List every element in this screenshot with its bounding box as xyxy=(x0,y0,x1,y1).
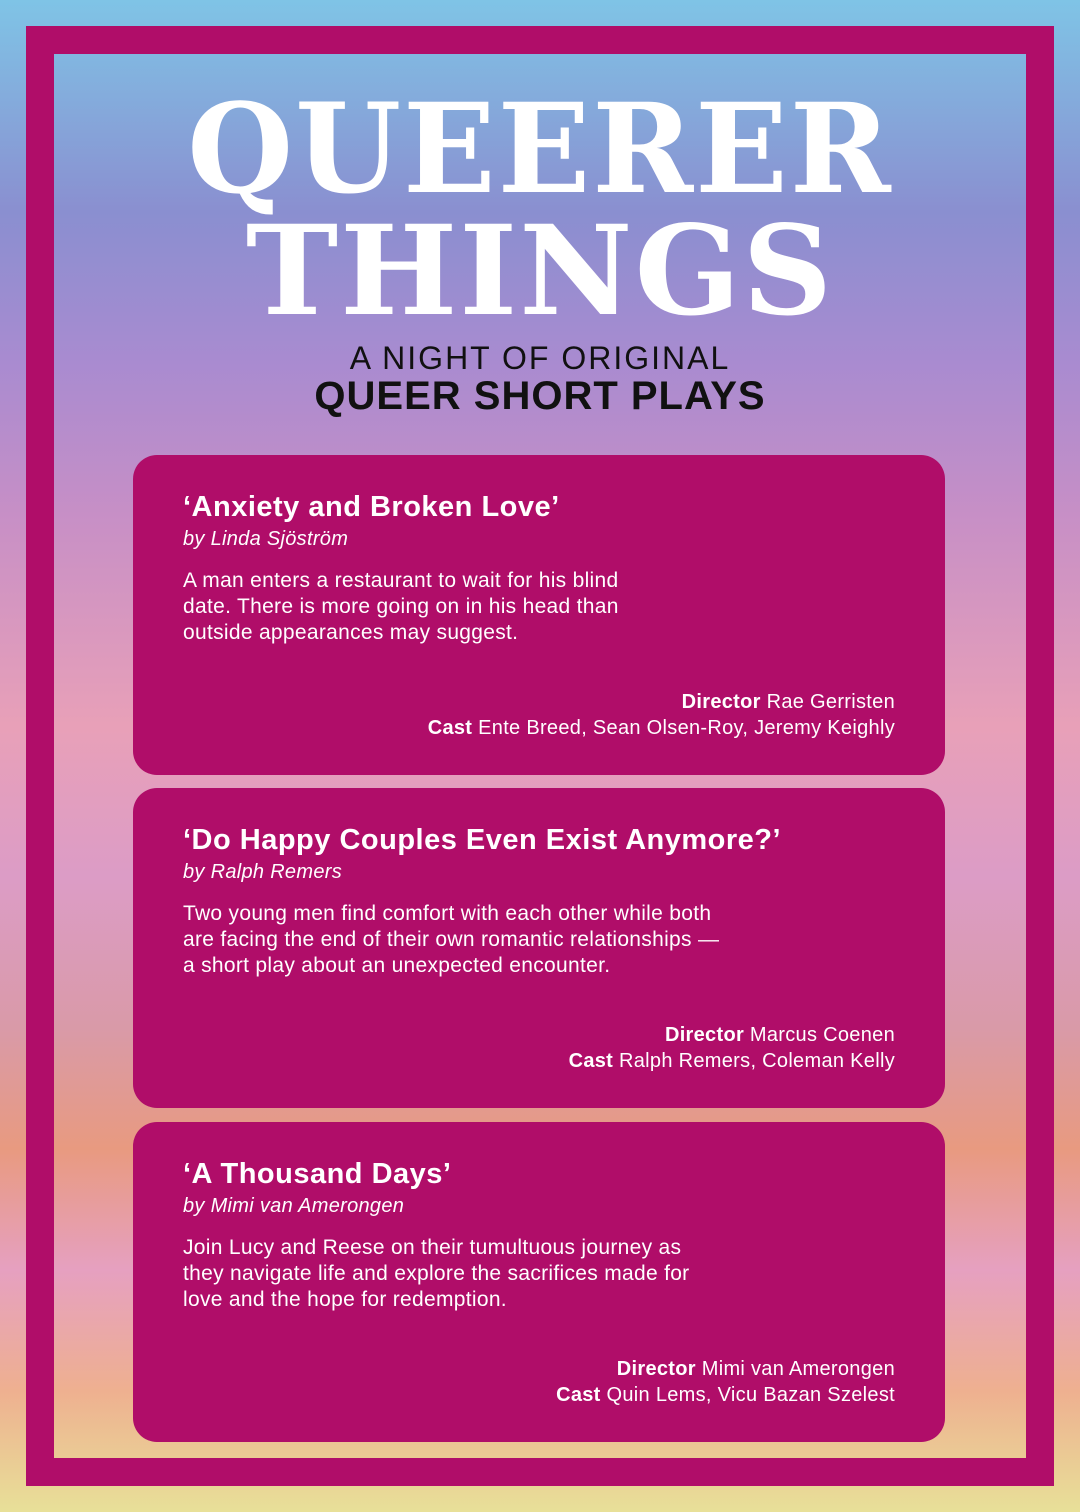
description-line: Two young men find comfort with each other while both xyxy=(183,902,712,925)
play-author: by Mimi van Amerongen xyxy=(183,1195,405,1217)
play-credits xyxy=(428,689,895,741)
description-line: a short play about an unexpected encounter. xyxy=(183,954,611,977)
director-credit xyxy=(556,1356,895,1382)
play-title: ‘Anxiety and Broken Love’ xyxy=(183,491,560,523)
play-description xyxy=(183,568,823,646)
play-card-1 xyxy=(133,455,945,775)
play-title: ‘Do Happy Couples Even Exist Anymore?’ xyxy=(183,824,782,856)
director-label: Director xyxy=(664,1024,745,1046)
cast-names: Ralph Remers, Coleman Kelly xyxy=(619,1050,895,1072)
cast-credit xyxy=(428,715,895,741)
play-author: by Ralph Remers xyxy=(183,861,343,883)
description-line: love and the hope for redemption. xyxy=(183,1288,507,1311)
director-name: Rae Gerristen xyxy=(766,691,895,713)
cast-label: Cast xyxy=(556,1384,601,1406)
description-line: date. There is more going on in his head than xyxy=(183,595,619,618)
description-line: Join Lucy and Reese on their tumultuous journey as xyxy=(183,1236,682,1259)
play-title: ‘A Thousand Days’ xyxy=(183,1158,452,1190)
play-author: by Linda Sjöström xyxy=(183,528,349,550)
poster-title-line1: QUEERER xyxy=(187,77,893,222)
director-credit xyxy=(428,689,895,715)
director-label: Director xyxy=(681,691,761,713)
poster-subtitle-line1: A NIGHT OF ORIGINAL xyxy=(349,340,731,376)
cast-names: Ente Breed, Sean Olsen-Roy, Jeremy Keighly xyxy=(478,717,895,739)
play-credits xyxy=(556,1356,895,1408)
play-description xyxy=(183,1235,823,1313)
play-card-3 xyxy=(133,1122,945,1442)
description-line: they navigate life and explore the sacrifices made for xyxy=(183,1262,690,1285)
director-name: Marcus Coenen xyxy=(749,1024,895,1046)
cast-credit xyxy=(556,1382,895,1408)
director-credit xyxy=(569,1022,895,1048)
description-line: A man enters a restaurant to wait for his blind xyxy=(183,569,619,592)
description-line: are facing the end of their own romantic relationships — xyxy=(183,928,720,951)
play-credits xyxy=(569,1022,895,1074)
poster-subtitle-line2: QUEER SHORT PLAYS xyxy=(314,374,766,418)
cast-names: Quin Lems, Vicu Bazan Szelest xyxy=(606,1384,895,1406)
cast-label: Cast xyxy=(568,1050,614,1072)
play-description xyxy=(183,901,823,979)
cast-label: Cast xyxy=(427,717,473,739)
director-label: Director xyxy=(616,1358,696,1380)
poster-title-line2: THINGS xyxy=(245,199,835,344)
description-line: outside appearances may suggest. xyxy=(183,621,519,644)
play-card-2 xyxy=(133,788,945,1108)
director-name: Mimi van Amerongen xyxy=(701,1358,895,1380)
cast-credit xyxy=(569,1048,895,1074)
